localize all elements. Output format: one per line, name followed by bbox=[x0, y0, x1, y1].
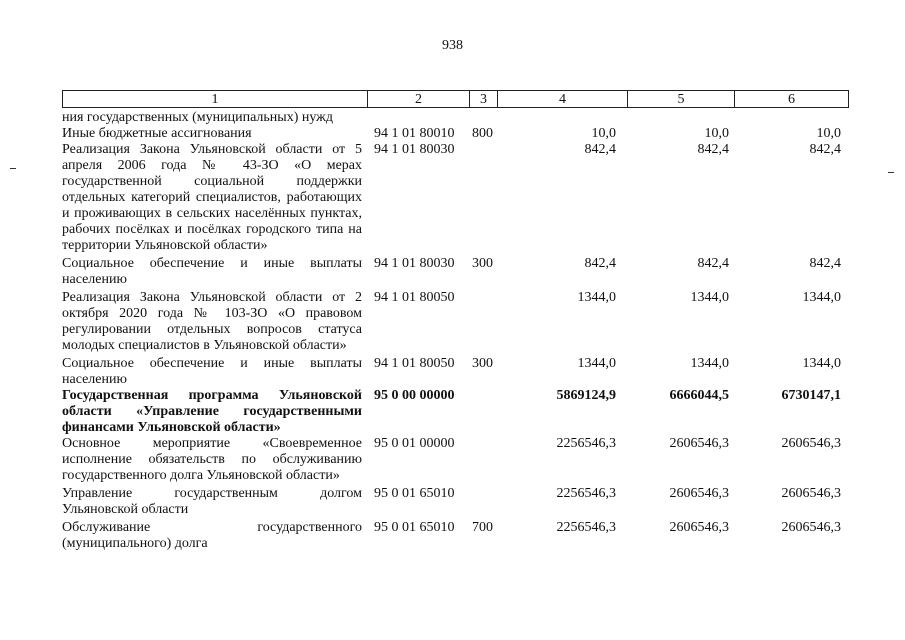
row-code: 94 1 01 80010 bbox=[374, 126, 455, 141]
row-value-4 bbox=[498, 110, 628, 126]
row-code bbox=[366, 110, 470, 126]
row-type: 700 bbox=[472, 520, 493, 535]
row-code: 94 1 01 80050 bbox=[374, 356, 455, 371]
table-body bbox=[62, 110, 849, 552]
row-value-6: 842,4 bbox=[809, 142, 841, 157]
table-row bbox=[62, 486, 849, 518]
row-description: Социальное обеспечение и иные выплаты населению bbox=[62, 356, 362, 387]
row-value-5: 2606546,3 bbox=[669, 436, 729, 451]
row-value-6: 2606546,3 bbox=[781, 436, 841, 451]
row-description: Социальное обеспечение и иные выплаты населению bbox=[62, 256, 362, 287]
table-row bbox=[62, 142, 849, 254]
row-value-4: 1344,0 bbox=[577, 290, 616, 305]
table-header bbox=[62, 90, 849, 108]
row-value-6 bbox=[733, 110, 849, 126]
row-value-4: 842,4 bbox=[584, 142, 616, 157]
row-value-6: 1344,0 bbox=[802, 356, 841, 371]
row-value-4: 5869124,9 bbox=[556, 388, 616, 403]
right-margin-mark bbox=[888, 172, 894, 173]
row-value-4: 10,0 bbox=[591, 126, 616, 141]
row-code: 95 0 00 00000 bbox=[374, 388, 455, 403]
row-type: 300 bbox=[472, 256, 493, 271]
row-value-6: 2606546,3 bbox=[781, 486, 841, 501]
row-value-5: 842,4 bbox=[697, 256, 729, 271]
header-col-5: 5 bbox=[628, 91, 735, 107]
row-type bbox=[470, 290, 498, 354]
table-row bbox=[62, 256, 849, 288]
row-value-4: 2256546,3 bbox=[556, 486, 616, 501]
row-value-5 bbox=[628, 110, 733, 126]
row-value-4: 842,4 bbox=[584, 256, 616, 271]
row-code: 95 0 01 65010 bbox=[374, 486, 455, 501]
row-description: Реализация Закона Ульяновской области от 2 октября 2020 года № 103-ЗО «О правовом регулировании отдельных вопросов статуса молодых специалистов в Ульяновской области» bbox=[62, 290, 362, 353]
table-row bbox=[62, 388, 849, 436]
row-description: Обслуживание государственного (муниципального) долга bbox=[62, 520, 362, 551]
table-row bbox=[62, 356, 849, 388]
row-value-5: 10,0 bbox=[704, 126, 729, 141]
row-type bbox=[470, 110, 498, 126]
row-value-6: 1344,0 bbox=[802, 290, 841, 305]
row-code: 95 0 01 00000 bbox=[374, 436, 455, 451]
row-value-4: 2256546,3 bbox=[556, 520, 616, 535]
row-value-6: 2606546,3 bbox=[781, 520, 841, 535]
header-col-1: 1 bbox=[63, 91, 368, 107]
header-col-6: 6 bbox=[788, 92, 795, 107]
row-value-6: 10,0 bbox=[816, 126, 841, 141]
row-value-4: 2256546,3 bbox=[556, 436, 616, 451]
table-row bbox=[62, 520, 849, 552]
row-description: Основное мероприятие «Своевременное исполнение обязательств по обслуживанию государственного долга Ульяновской области» bbox=[62, 436, 362, 483]
row-code: 94 1 01 80030 bbox=[374, 256, 455, 271]
row-code: 94 1 01 80030 bbox=[374, 142, 455, 157]
left-margin-mark bbox=[10, 168, 16, 169]
table-row bbox=[62, 110, 849, 126]
row-value-5: 2606546,3 bbox=[669, 520, 729, 535]
row-type: 800 bbox=[472, 126, 493, 141]
row-type bbox=[470, 142, 498, 254]
row-value-6: 842,4 bbox=[809, 256, 841, 271]
row-description: Управление государственным долгом Ульяновской области bbox=[62, 486, 362, 517]
row-value-5: 2606546,3 bbox=[669, 486, 729, 501]
row-type bbox=[470, 388, 498, 436]
header-col-4: 4 bbox=[498, 91, 628, 107]
row-description: Государственная программа Ульяновской области «Управление государственными финансами Ульяновской области» bbox=[62, 388, 362, 435]
row-value-6: 6730147,1 bbox=[781, 388, 841, 403]
row-value-5: 1344,0 bbox=[690, 290, 729, 305]
page-number: 938 bbox=[442, 38, 463, 53]
row-value-5: 6666044,5 bbox=[669, 388, 729, 403]
table-row bbox=[62, 126, 849, 142]
header-col-2: 2 bbox=[368, 91, 470, 107]
row-value-5: 1344,0 bbox=[690, 356, 729, 371]
row-value-5: 842,4 bbox=[697, 142, 729, 157]
row-value-4: 1344,0 bbox=[577, 356, 616, 371]
table-row bbox=[62, 290, 849, 354]
row-code: 94 1 01 80050 bbox=[374, 290, 455, 305]
row-type bbox=[470, 436, 498, 484]
row-code: 95 0 01 65010 bbox=[374, 520, 455, 535]
row-type bbox=[470, 486, 498, 518]
table-row bbox=[62, 436, 849, 484]
header-col-3: 3 bbox=[470, 91, 498, 107]
row-type: 300 bbox=[472, 356, 493, 371]
row-description: ния государственных (муниципальных) нужд bbox=[62, 110, 333, 125]
row-description: Реализация Закона Ульяновской области от 5 апреля 2006 года № 43-ЗО «О мерах государственной социальной поддержки отдельных категорий специалистов, работающих и проживающих в сельских населённых пунктах, рабочих посёлках и посёлках городского типа на территории Ульяновской области» bbox=[62, 142, 362, 253]
row-description: Иные бюджетные ассигнования bbox=[62, 126, 252, 141]
